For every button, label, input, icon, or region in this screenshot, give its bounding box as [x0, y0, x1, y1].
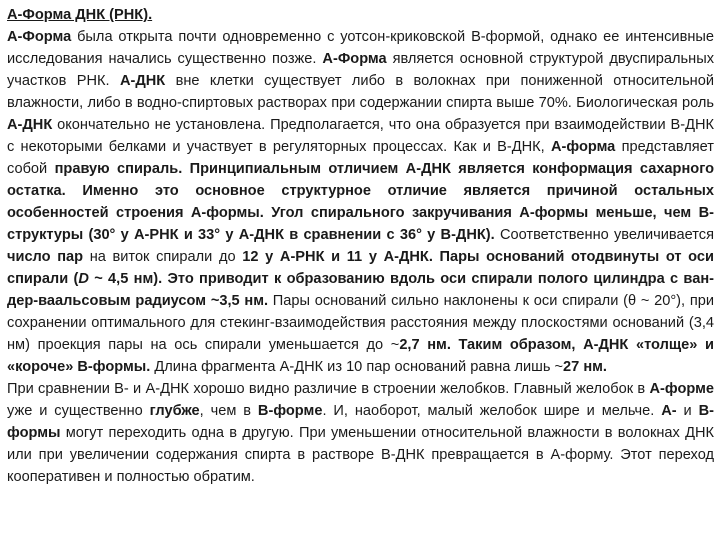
text-run: ~ 4,5 нм). Это приводит к образованию вдоль оси спирали полого цилиндра с ван-дер-ваальсовым радиусом ~3,5 нм.: [7, 271, 715, 309]
text-run: А-: [661, 403, 677, 419]
text-run: А-Форма: [7, 29, 72, 45]
document-title: А-Форма ДНК (РНК).: [7, 7, 153, 23]
text-run: При сравнении В- и А-ДНК хорошо видно различие в строении желобков. Главный желобок в: [7, 381, 650, 397]
text-run: А-ДНК: [7, 117, 53, 133]
paragraph-groove-comparison: [7, 378, 714, 488]
text-run: . И, наоборот, малый желобок шире и мельче.: [322, 403, 662, 419]
text-run: А-Форма: [322, 51, 387, 67]
text-run: Соответственно увеличивается: [494, 227, 714, 243]
text-run: 27 нм.: [563, 359, 607, 375]
text-run: окончательно не установлена. Предполагается, что она образуется при взаимодействии В-ДНК с некоторыми белками и участвует в регуляторных процессах. Как и В-ДНК,: [7, 117, 714, 155]
text-run: правую спираль. Принципиальным отличием А-ДНК является конформация сахарного остатка. Именно это основное структурное отличие является причиной остальных особенностей строения А-формы. Угол спирального закручивания А-формы меньше, чем В-структуры (30° у А-РНК и 33° у А-ДНК в сравнении с 36° у В-ДНК).: [7, 161, 714, 243]
text-run: , чем в: [199, 403, 258, 419]
text-run: 12 у А-РНК и 11 у А-ДНК. Пары оснований отодвинуты от оси спирали (: [7, 249, 714, 287]
text-run: А-форме: [649, 381, 714, 397]
text-run: D: [78, 271, 89, 287]
text-run: уже и существенно: [7, 403, 150, 419]
text-run: представляет собой: [7, 139, 714, 177]
text-run: Длина фрагмента А-ДНК из 10 пар оснований равна лишь ~: [150, 359, 564, 375]
text-run: и: [676, 403, 699, 419]
text-run: была открыта почти одновременно с уотсон-криковской В-формой, однако ее интенсивные исследования начались существенно позже.: [7, 29, 714, 67]
text-run: А-форма: [550, 139, 616, 155]
paragraph-a-form-description: [7, 26, 714, 378]
text-run: на виток спирали до: [83, 249, 243, 265]
text-run: 2,7 нм. Таким образом, А-ДНК «толще» и «короче» В-формы.: [7, 337, 714, 375]
text-run: является основной структурой двуспиральных участков РНК.: [7, 51, 714, 89]
text-run: В-форме: [257, 403, 323, 419]
text-run: число пар: [7, 249, 84, 265]
text-run: вне клетки существует либо в волокнах при пониженной относительной влажности, либо в водно-спиртовых растворах при содержании спирта выше 70%. Биологическая роль: [7, 73, 714, 111]
text-run: Пары оснований сильно наклонены к оси спирали (θ ~ 20°), при сохранении оптимального для стекинг-взаимодействия расстояния между плоскостями оснований (3,4 нм) проекция пары на ось спирали уменьшается до ~: [7, 293, 714, 353]
text-run: А-ДНК: [119, 73, 166, 89]
text-run: могут переходить одна в другую. При уменьшении относительной влажности в волокнах ДНК или при увеличении содержания спирта в растворе В-ДНК превращается в А-форму. Этот переход кооперативен и полностью обратим.: [7, 425, 714, 485]
text-run: глубже: [149, 403, 200, 419]
text-run: В-формы: [7, 403, 714, 441]
